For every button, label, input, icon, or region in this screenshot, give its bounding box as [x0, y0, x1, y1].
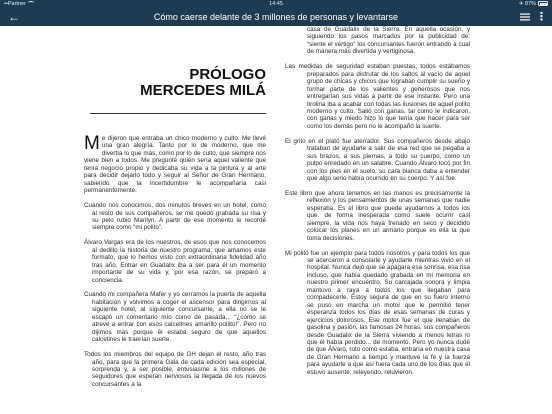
paragraph: Las medidas de seguridad estaban puestas, todos estábamos preparados para disfrutar de los saltos al vacío de aquel grupo de chicas y chicos que lograban cumplir su sueño y formar parte de los valientes y generosos que nos entregarían sus vidas a partir de ese instante. Pero una tirolina iba a acabar con todas las ilusiones de aquel polito moderno y culto. Salió con ganas, tal como le indicaron, con ganas y miedo hizo lo que tenía que hacer para ser como los demás pero no le acompañó la suerte.: [285, 63, 470, 130]
nav-bar: [0, 8, 552, 26]
table-of-contents-icon[interactable]: [520, 12, 530, 22]
back-arrow-icon[interactable]: ←: [8, 10, 20, 24]
paragraph: Me dijeron que entraba un chico moderno y culto. Me llevé una gran alegría. Tanto por lo de moderno, que me divertía lo que más, como por lo de culto, que siempre nos viene bien a todos. Me pregunté quién sería aquel valiente que tenía negocio propio y dedicaba su vida a la pintura y al arte para decidir dejarlo todo y seguir al Señor de Gran Hermano, sabiendo que la incertidumbre le acompañaría casi permanentemente.: [84, 133, 266, 195]
paragraph: Mi polito fue un ejemplo para todos nosotros y para todos los que se acercaron a consolarle y ayudarle mientras vivió en el hospital. Nunca dejó que se apagara esa sonrisa, esa risa incluso, que había quedado grabada en mi memoria en nuestro primer encuentro. Su carcajada sonora y limpia mantuvo a raya a todos los que llegaban para compadecerle. Estoy segura de que en su fuero interno se puso en marcha un motor que le permitió tener esperanza todos los días de esas semanas de curas y ejercicios dolorosos. Ese motor fue el que llenaban de gasolina y pasión, las famosas 24 horas, sus compañeros desde Guadalix de la Sierra viviendo a menos letras lo que él había perdido... de momento. Pero yo nunca dudé de que Álvaro, roto como estaba, entraría en nuestra casa de Gran Hermano a tiempo y mantuve la fe y la fuerza para ayudarle a que así fuera cada uno de los días que él estuvo ausente, releyendo, reluvieron.: [285, 249, 470, 376]
drop-cap: M: [84, 133, 100, 154]
more-options-icon[interactable]: ⋮: [536, 11, 547, 23]
paragraph: casa de Guadalix de la Sierra. En aquella ocasión, y siguiendo los pasos marcados por la publicidad de: “siente el vértigo” los concursantes fueron entrando a cual de manera más divertida y vertiginosa.: [307, 26, 470, 56]
paragraph: Cuando mi compañera Mafer y yo cerramos la puerta de aquella habitación y volvimos a coger el ascensor para dirigirnos al siguiente hotel, al siguiente concursante, a ella no se le escapó un comentario mío como de pasada... “¿cómo se atreve a entrar con esos calcetines amarillo pollito!”. Pero no dijimos más porque él estaba seguro de que aquellos calcetines le traerían suerte.: [84, 291, 266, 344]
book-title: Cómo caerse delante de 3 millones de personas y levantarse: [153, 12, 399, 22]
paragraph: Este libro que ahora tenemos en las manos es precisamente la reflexión y los pensamientos de unas semanas que nadie esperaba. Es el libro que puede ayudarnos a todos los que, de forma inesperada como suele ocurrir casi siempre, la vida nos haya frenado en seco y decidido colocar los planes en un armario porque es ella la que toma decisiones.: [285, 189, 471, 242]
paragraph: Álvaro Vargas era de los nuestros, de esos que nos conocemos al dedillo la historia de nuestro programa; que amamos este formato, que lo hemos visto con extraordinaria fidelidad año tras año. Entrar en Guadalix iba a ser para él un momento importante de su vida y, por esa razón, se preparó a conciencia.: [84, 239, 267, 284]
book-page: [0, 26, 552, 414]
status-time: 14:45: [269, 1, 283, 7]
left-column: [84, 26, 266, 396]
chapter-title: [84, 67, 266, 99]
chapter-title-line-2: MERCEDES MILÁ: [140, 82, 266, 99]
status-bar: [0, 0, 552, 8]
right-column: [285, 26, 470, 384]
status-battery: ✈ 87%: [519, 0, 548, 8]
status-carrier: ••Partner: [4, 0, 34, 8]
paragraph: Cuando nos conocimos, dos minutos breves en un hotel, como al resto de sus compañeros, se me quedó grabada su risa y su pelo rubio Marilyn. A partir de ese momento le recordé siempre como “mi polito”.: [84, 202, 266, 232]
battery-icon: [538, 1, 548, 6]
paragraph: Todos los miembros del equipo de GH dejan el resto, año tras año, para que la primera Gala de cada edición sea especial, sorprenda y, a ser posible, entusiasme a los millones de seguidores que esperan nerviosos la llegada de los nuevos concursantes a la: [84, 351, 266, 388]
chapter-title-line-1: PRÓLOGO: [189, 66, 266, 83]
chapter-divider: [90, 113, 266, 114]
paragraph: El grito en el plató fue aterrador. Sus compañeros desde abajo trataban de ayudarle a salir de esa red que se pegaba a sus brazos, a sus piernas, a todo su cuerpo, como un pulpo enredado en un salabre. Cuando Álvaro tocó por fin con los pies en el suelo, su cara blanca daba a entender que algo serio había ocurrido en su cuerpo. Y así fue.: [285, 137, 470, 183]
